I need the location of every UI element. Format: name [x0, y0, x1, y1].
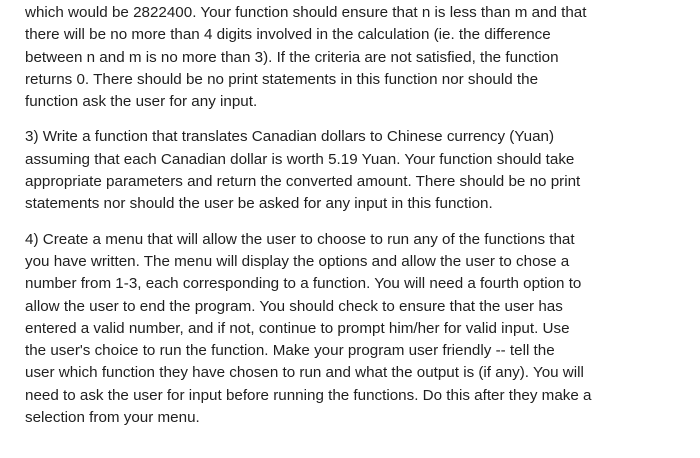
paragraph-function-criteria: which would be 2822400. Your function should ensure that n is less than m and that there will be no more than 4 digits involved in the calculation (ie. the difference between n and m is no more than 3). If the criteria are not satisfied, the function returns 0. There should be no print statements in this function nor should the function ask the user for any input.	[25, 4, 587, 111]
paragraph-currency-conversion: 3) Write a function that translates Canadian dollars to Chinese currency (Yuan) assuming that each Canadian dollar is worth 5.19 Yuan. Your function should take appropriate parameters and return the converted amount. There should be no print statements nor should the user be asked for any input in this function.	[25, 128, 581, 213]
paragraph-menu-instructions: 4) Create a menu that will allow the user to choose to run any of the functions that you have written. The menu will display the options and allow the user to chose a number from 1-3, each corresponding to a function. You will need a fourth option to allow the user to end the program. You should check to ensure that the user has entered a valid number, and if not, continue to prompt him/her for valid input. Use the user's choice to run the function. Make your program user friendly -- tell the user which function they have chosen to run and what the output is (if any). You will need to ask the user for input before running the functions. Do this after they make a selection from your menu.	[25, 230, 592, 427]
